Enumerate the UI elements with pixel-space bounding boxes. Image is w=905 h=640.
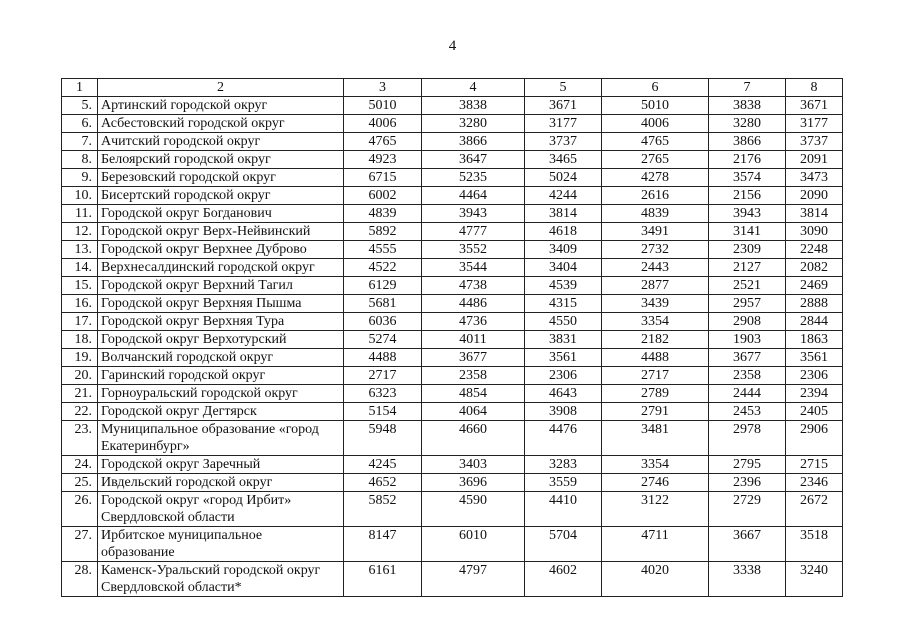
- value-cell: 4736: [422, 313, 525, 331]
- value-cell: 2717: [602, 367, 709, 385]
- table-row: [62, 295, 843, 313]
- value-cell: 2309: [709, 241, 786, 259]
- value-cell: 2906: [786, 421, 843, 456]
- value-cell: 3671: [525, 97, 602, 115]
- value-cell: 4020: [602, 562, 709, 597]
- value-cell: 2795: [709, 456, 786, 474]
- value-cell: 2156: [709, 187, 786, 205]
- value-cell: 5704: [525, 527, 602, 562]
- value-cell: 4555: [344, 241, 422, 259]
- value-cell: 3814: [786, 205, 843, 223]
- municipality-name: Каменск-Уральский городской округ Свердловской области*: [98, 562, 344, 597]
- table-row: [62, 331, 843, 349]
- value-cell: 4643: [525, 385, 602, 403]
- municipality-name: Горноуральский городской округ: [98, 385, 344, 403]
- value-cell: 3866: [422, 133, 525, 151]
- value-cell: 4602: [525, 562, 602, 597]
- value-cell: 4488: [602, 349, 709, 367]
- table-row: [62, 205, 843, 223]
- row-number: 22.: [62, 403, 98, 421]
- value-cell: 3737: [525, 133, 602, 151]
- row-number: 16.: [62, 295, 98, 313]
- table-row: [62, 223, 843, 241]
- value-cell: 4064: [422, 403, 525, 421]
- table-row: [62, 492, 843, 527]
- row-number: 20.: [62, 367, 98, 385]
- data-table: [61, 78, 843, 597]
- value-cell: 6323: [344, 385, 422, 403]
- value-cell: 3667: [709, 527, 786, 562]
- value-cell: 3280: [422, 115, 525, 133]
- value-cell: 3090: [786, 223, 843, 241]
- value-cell: 3552: [422, 241, 525, 259]
- value-cell: 3177: [786, 115, 843, 133]
- value-cell: 2957: [709, 295, 786, 313]
- value-cell: 2346: [786, 474, 843, 492]
- value-cell: 2453: [709, 403, 786, 421]
- value-cell: 2443: [602, 259, 709, 277]
- row-number: 25.: [62, 474, 98, 492]
- value-cell: 4738: [422, 277, 525, 295]
- value-cell: 4660: [422, 421, 525, 456]
- table-row: [62, 97, 843, 115]
- column-header: 7: [709, 79, 786, 97]
- municipality-name: Асбестовский городской округ: [98, 115, 344, 133]
- value-cell: 3677: [422, 349, 525, 367]
- value-cell: 3561: [525, 349, 602, 367]
- value-cell: 2127: [709, 259, 786, 277]
- value-cell: 3737: [786, 133, 843, 151]
- value-cell: 3404: [525, 259, 602, 277]
- page-number: 4: [448, 38, 457, 54]
- value-cell: 2358: [422, 367, 525, 385]
- table-row: [62, 367, 843, 385]
- value-cell: 5892: [344, 223, 422, 241]
- municipality-name: Белоярский городской округ: [98, 151, 344, 169]
- value-cell: 4011: [422, 331, 525, 349]
- municipality-name: Муниципальное образование «город Екатеринбург»: [98, 421, 344, 456]
- value-cell: 3491: [602, 223, 709, 241]
- row-number: 12.: [62, 223, 98, 241]
- value-cell: 4006: [602, 115, 709, 133]
- value-cell: 4539: [525, 277, 602, 295]
- table-body: [62, 79, 843, 597]
- column-header: 5: [525, 79, 602, 97]
- municipality-name: Городской округ Дегтярск: [98, 403, 344, 421]
- value-cell: 3559: [525, 474, 602, 492]
- value-cell: 1903: [709, 331, 786, 349]
- row-number: 27.: [62, 527, 98, 562]
- value-cell: 2789: [602, 385, 709, 403]
- table-row: [62, 169, 843, 187]
- value-cell: 3831: [525, 331, 602, 349]
- value-cell: 2396: [709, 474, 786, 492]
- value-cell: 6036: [344, 313, 422, 331]
- value-cell: 3574: [709, 169, 786, 187]
- value-cell: 4464: [422, 187, 525, 205]
- municipality-name: Городской округ Заречный: [98, 456, 344, 474]
- value-cell: 3354: [602, 456, 709, 474]
- row-number: 8.: [62, 151, 98, 169]
- value-cell: 2732: [602, 241, 709, 259]
- value-cell: 6002: [344, 187, 422, 205]
- value-cell: 5235: [422, 169, 525, 187]
- row-number: 19.: [62, 349, 98, 367]
- row-number: 5.: [62, 97, 98, 115]
- value-cell: 2176: [709, 151, 786, 169]
- value-cell: 2717: [344, 367, 422, 385]
- value-cell: 2978: [709, 421, 786, 456]
- table-row: [62, 187, 843, 205]
- value-cell: 3122: [602, 492, 709, 527]
- value-cell: 2091: [786, 151, 843, 169]
- value-cell: 4245: [344, 456, 422, 474]
- table-row: [62, 385, 843, 403]
- row-number: 24.: [62, 456, 98, 474]
- municipality-name: Верхнесалдинский городской округ: [98, 259, 344, 277]
- row-number: 26.: [62, 492, 98, 527]
- table-row: [62, 259, 843, 277]
- table-row: [62, 456, 843, 474]
- value-cell: 3943: [709, 205, 786, 223]
- value-cell: 2908: [709, 313, 786, 331]
- value-cell: 2394: [786, 385, 843, 403]
- municipality-name: Бисертский городской округ: [98, 187, 344, 205]
- value-cell: 2082: [786, 259, 843, 277]
- value-cell: 5681: [344, 295, 422, 313]
- row-number: 28.: [62, 562, 98, 597]
- value-cell: 2405: [786, 403, 843, 421]
- value-cell: 3814: [525, 205, 602, 223]
- table-row: [62, 349, 843, 367]
- row-number: 18.: [62, 331, 98, 349]
- value-cell: 5010: [602, 97, 709, 115]
- value-cell: 2844: [786, 313, 843, 331]
- municipality-name: Березовский городской округ: [98, 169, 344, 187]
- value-cell: 2090: [786, 187, 843, 205]
- value-cell: 3943: [422, 205, 525, 223]
- value-cell: 2729: [709, 492, 786, 527]
- row-number: 13.: [62, 241, 98, 259]
- municipality-name: Городской округ Верхняя Пышма: [98, 295, 344, 313]
- value-cell: 4006: [344, 115, 422, 133]
- value-cell: 3677: [709, 349, 786, 367]
- table-row: [62, 474, 843, 492]
- value-cell: 2182: [602, 331, 709, 349]
- value-cell: 2306: [786, 367, 843, 385]
- value-cell: 4765: [344, 133, 422, 151]
- value-cell: 3647: [422, 151, 525, 169]
- value-cell: 2616: [602, 187, 709, 205]
- value-cell: 4923: [344, 151, 422, 169]
- municipality-name: Гаринский городской округ: [98, 367, 344, 385]
- value-cell: 5154: [344, 403, 422, 421]
- table-row: [62, 115, 843, 133]
- row-number: 10.: [62, 187, 98, 205]
- column-header: 6: [602, 79, 709, 97]
- municipality-name: Городской округ Верхнее Дуброво: [98, 241, 344, 259]
- value-cell: 4550: [525, 313, 602, 331]
- value-cell: 4244: [525, 187, 602, 205]
- table-row: [62, 527, 843, 562]
- value-cell: 3403: [422, 456, 525, 474]
- table-row: [62, 403, 843, 421]
- municipality-name: Ирбитское муниципальное образование: [98, 527, 344, 562]
- value-cell: 3338: [709, 562, 786, 597]
- value-cell: 2877: [602, 277, 709, 295]
- value-cell: 3280: [709, 115, 786, 133]
- municipality-name: Волчанский городской округ: [98, 349, 344, 367]
- value-cell: 2521: [709, 277, 786, 295]
- value-cell: 4854: [422, 385, 525, 403]
- row-number: 9.: [62, 169, 98, 187]
- municipality-name: Городской округ Верхняя Тура: [98, 313, 344, 331]
- row-number: 11.: [62, 205, 98, 223]
- value-cell: 2791: [602, 403, 709, 421]
- row-number: 21.: [62, 385, 98, 403]
- value-cell: 3838: [709, 97, 786, 115]
- value-cell: 4486: [422, 295, 525, 313]
- row-number: 7.: [62, 133, 98, 151]
- column-header: 1: [62, 79, 98, 97]
- value-cell: 4765: [602, 133, 709, 151]
- table-row: [62, 241, 843, 259]
- municipality-name: Городской округ Богданович: [98, 205, 344, 223]
- municipality-name: Городской округ Верх-Нейвинский: [98, 223, 344, 241]
- value-cell: 4590: [422, 492, 525, 527]
- value-cell: 6010: [422, 527, 525, 562]
- value-cell: 3439: [602, 295, 709, 313]
- value-cell: 5274: [344, 331, 422, 349]
- value-cell: 4711: [602, 527, 709, 562]
- value-cell: 1863: [786, 331, 843, 349]
- table-row: [62, 313, 843, 331]
- value-cell: 2248: [786, 241, 843, 259]
- table-row: [62, 421, 843, 456]
- value-cell: 3283: [525, 456, 602, 474]
- row-number: 6.: [62, 115, 98, 133]
- value-cell: 3409: [525, 241, 602, 259]
- value-cell: 4618: [525, 223, 602, 241]
- value-cell: 3544: [422, 259, 525, 277]
- value-cell: 3473: [786, 169, 843, 187]
- column-header: 8: [786, 79, 843, 97]
- value-cell: 4522: [344, 259, 422, 277]
- row-number: 15.: [62, 277, 98, 295]
- value-cell: 4797: [422, 562, 525, 597]
- value-cell: 4278: [602, 169, 709, 187]
- value-cell: 2888: [786, 295, 843, 313]
- value-cell: 2358: [709, 367, 786, 385]
- value-cell: 3240: [786, 562, 843, 597]
- column-header: 3: [344, 79, 422, 97]
- table-row: [62, 277, 843, 295]
- value-cell: 3465: [525, 151, 602, 169]
- value-cell: 6715: [344, 169, 422, 187]
- row-number: 23.: [62, 421, 98, 456]
- column-header: 4: [422, 79, 525, 97]
- value-cell: 6129: [344, 277, 422, 295]
- value-cell: 2444: [709, 385, 786, 403]
- municipality-name: Городской округ Верхотурский: [98, 331, 344, 349]
- value-cell: 5852: [344, 492, 422, 527]
- value-cell: 4315: [525, 295, 602, 313]
- value-cell: 3866: [709, 133, 786, 151]
- value-cell: 2469: [786, 277, 843, 295]
- value-cell: 2306: [525, 367, 602, 385]
- value-cell: 4410: [525, 492, 602, 527]
- municipality-name: Ивдельский городской округ: [98, 474, 344, 492]
- value-cell: 6161: [344, 562, 422, 597]
- municipality-name: Артинский городской округ: [98, 97, 344, 115]
- value-cell: 3561: [786, 349, 843, 367]
- value-cell: 2672: [786, 492, 843, 527]
- value-cell: 3518: [786, 527, 843, 562]
- value-cell: 3838: [422, 97, 525, 115]
- value-cell: 4488: [344, 349, 422, 367]
- value-cell: 3141: [709, 223, 786, 241]
- table-row: [62, 562, 843, 597]
- value-cell: 4839: [602, 205, 709, 223]
- municipality-name: Городской округ Верхний Тагил: [98, 277, 344, 295]
- value-cell: 3177: [525, 115, 602, 133]
- value-cell: 3481: [602, 421, 709, 456]
- value-cell: 3696: [422, 474, 525, 492]
- table-row: [62, 133, 843, 151]
- value-cell: 5010: [344, 97, 422, 115]
- value-cell: 2765: [602, 151, 709, 169]
- value-cell: 4777: [422, 223, 525, 241]
- value-cell: 4652: [344, 474, 422, 492]
- table-header-row: [62, 79, 843, 97]
- value-cell: 5948: [344, 421, 422, 456]
- value-cell: 2746: [602, 474, 709, 492]
- value-cell: 4476: [525, 421, 602, 456]
- municipality-name: Городской округ «город Ирбит» Свердловской области: [98, 492, 344, 527]
- value-cell: 3908: [525, 403, 602, 421]
- row-number: 14.: [62, 259, 98, 277]
- value-cell: 5024: [525, 169, 602, 187]
- municipality-name: Ачитский городской округ: [98, 133, 344, 151]
- column-header: 2: [98, 79, 344, 97]
- row-number: 17.: [62, 313, 98, 331]
- value-cell: 4839: [344, 205, 422, 223]
- table-row: [62, 151, 843, 169]
- value-cell: 3354: [602, 313, 709, 331]
- value-cell: 2715: [786, 456, 843, 474]
- value-cell: 3671: [786, 97, 843, 115]
- value-cell: 8147: [344, 527, 422, 562]
